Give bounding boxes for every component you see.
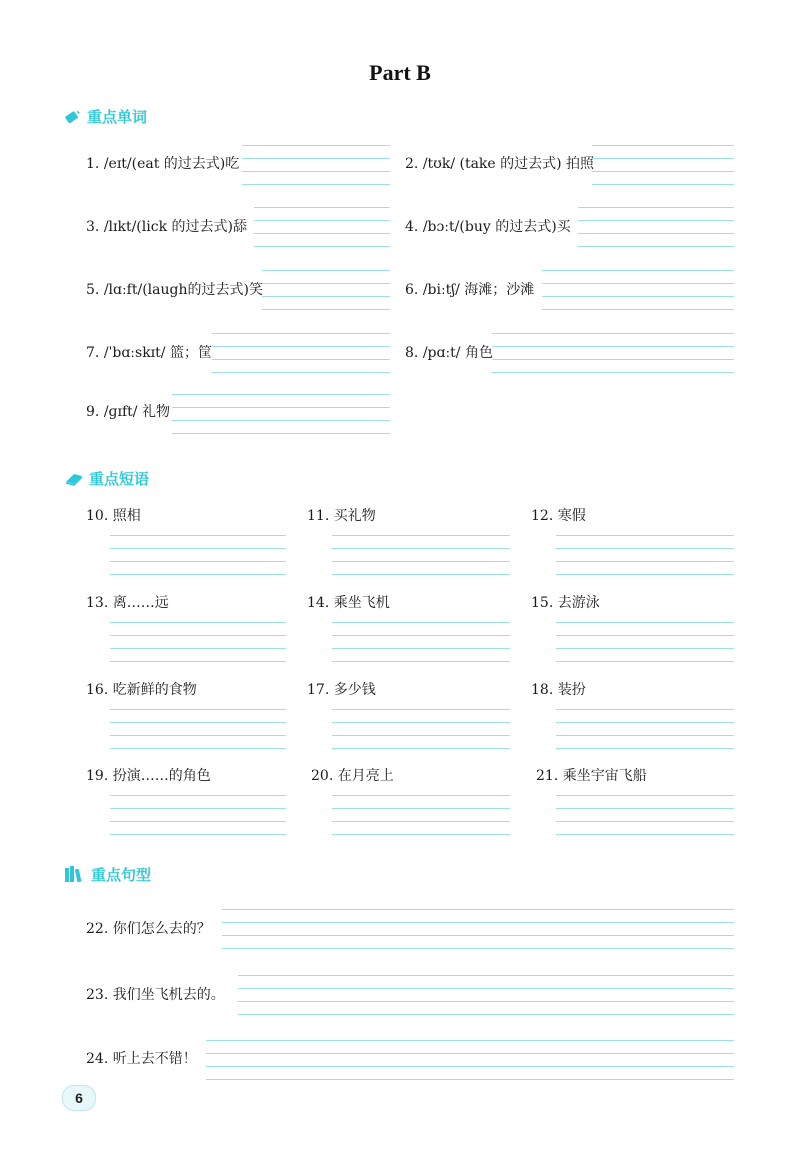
answer-lines[interactable] — [212, 333, 390, 373]
answer-lines[interactable] — [556, 622, 734, 662]
sentence-item: 24. 听上去不错！ — [86, 1051, 197, 1067]
sentence-item: 22. 你们怎么去的？ — [86, 921, 211, 937]
answer-lines[interactable] — [110, 709, 286, 749]
phrase-item: 20. 在月亮上 — [311, 768, 394, 784]
word-item: 7. /ˈbɑːskɪt/ 篮；筐 — [86, 345, 212, 361]
answer-lines[interactable] — [110, 795, 286, 835]
phrase-item: 18. 装扮 — [531, 682, 586, 698]
answer-lines[interactable] — [254, 207, 390, 247]
answer-lines[interactable] — [332, 709, 510, 749]
answer-lines[interactable] — [556, 709, 734, 749]
page-number: 6 — [62, 1085, 96, 1111]
books-icon — [64, 865, 86, 883]
section-heading-sentences — [64, 862, 151, 886]
word-item: 1. /eɪt/(eat 的过去式)吃 — [86, 156, 240, 172]
page-title: Part B — [369, 60, 431, 85]
section-heading-text: 重点短语 — [89, 469, 150, 488]
answer-lines[interactable] — [206, 1040, 734, 1080]
answer-lines[interactable] — [592, 145, 734, 185]
answer-lines[interactable] — [262, 270, 390, 310]
word-item: 4. /bɔːt/(buy 的过去式)买 — [405, 219, 571, 235]
answer-lines[interactable] — [556, 795, 734, 835]
section-heading-words — [64, 104, 147, 128]
word-item: 5. /lɑːft/(laugh的过去式)笑 — [86, 282, 263, 298]
word-item: 6. /biːtʃ/ 海滩；沙滩 — [405, 282, 535, 298]
answer-lines[interactable] — [332, 535, 510, 575]
phrase-item: 21. 乘坐宇宙飞船 — [536, 768, 647, 784]
answer-lines[interactable] — [110, 622, 286, 662]
answer-lines[interactable] — [242, 145, 390, 185]
phrase-item: 16. 吃新鲜的食物 — [86, 682, 197, 698]
word-item: 8. /pɑːt/ 角色 — [405, 345, 493, 361]
answer-lines[interactable] — [556, 535, 734, 575]
answer-lines[interactable] — [492, 333, 734, 373]
phrase-item: 10. 照相 — [86, 508, 141, 524]
phrase-item: 19. 扮演……的角色 — [86, 768, 211, 784]
answer-lines[interactable] — [222, 909, 734, 949]
word-item: 3. /lɪkt/(lick 的过去式)舔 — [86, 219, 247, 235]
answer-lines[interactable] — [172, 394, 390, 434]
phrase-item: 14. 乘坐飞机 — [307, 595, 390, 611]
pencil-icon — [64, 107, 82, 125]
word-item: 9. /ɡɪft/ 礼物 — [86, 404, 170, 420]
sentence-item: 23. 我们坐飞机去的。 — [86, 987, 225, 1003]
word-item: 2. /tʊk/ (take 的过去式) 拍照 — [405, 156, 595, 172]
phrase-item: 15. 去游泳 — [531, 595, 600, 611]
answer-lines[interactable] — [332, 795, 510, 835]
section-heading-phrases — [64, 466, 149, 490]
answer-lines[interactable] — [238, 975, 734, 1015]
answer-lines[interactable] — [332, 622, 510, 662]
answer-lines[interactable] — [542, 270, 734, 310]
phrase-item: 13. 离……远 — [86, 595, 169, 611]
section-heading-text: 重点句型 — [91, 865, 152, 884]
answer-lines[interactable] — [578, 207, 734, 247]
phrase-item: 12. 寒假 — [531, 508, 586, 524]
phrase-item: 17. 多少钱 — [307, 682, 376, 698]
section-heading-text: 重点单词 — [87, 107, 148, 126]
answer-lines[interactable] — [110, 535, 286, 575]
phrase-item: 11. 买礼物 — [307, 508, 376, 524]
notebook-icon — [64, 470, 84, 486]
